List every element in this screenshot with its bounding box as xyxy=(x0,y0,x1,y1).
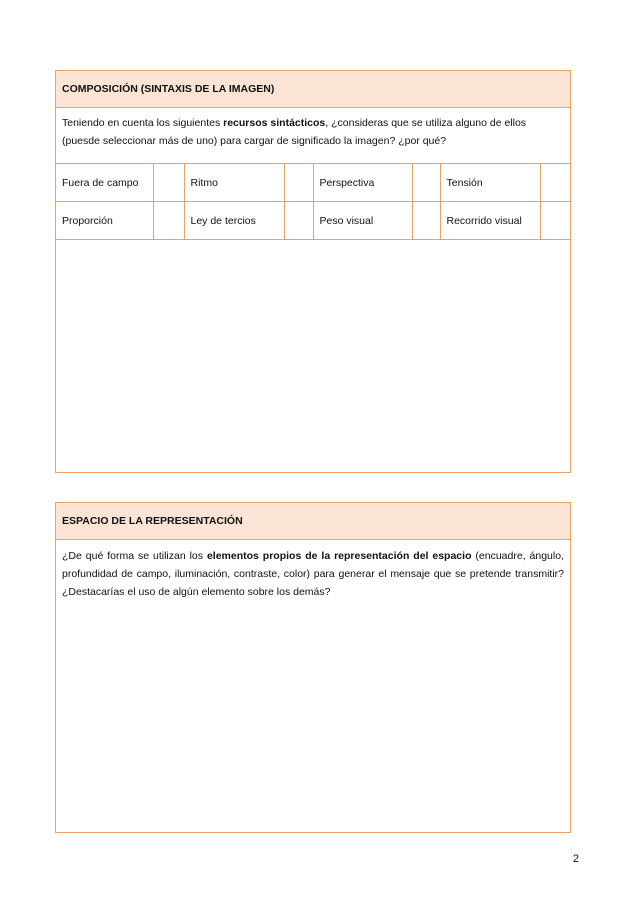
option-label: Perspectiva xyxy=(313,164,412,202)
section-title: COMPOSICIÓN (SINTAXIS DE LA IMAGEN) xyxy=(56,71,570,108)
option-label: Peso visual xyxy=(313,202,412,240)
answer-area[interactable] xyxy=(56,240,570,470)
option-label: Fuera de campo xyxy=(56,164,153,202)
option-label: Ley de tercios xyxy=(184,202,284,240)
syntax-resources-table xyxy=(56,163,570,240)
option-checkbox-cell[interactable] xyxy=(412,164,440,202)
option-checkbox-cell[interactable] xyxy=(153,164,184,202)
option-checkbox-cell[interactable] xyxy=(284,202,313,240)
option-label: Proporción xyxy=(56,202,153,240)
option-checkbox-cell[interactable] xyxy=(540,164,570,202)
option-checkbox-cell[interactable] xyxy=(153,202,184,240)
section-prompt: Teniendo en cuenta los siguientes recursos sintácticos, ¿consideras que se utiliza alguno de ellos (puesde seleccionar más de uno) para cargar de significado la imagen? ¿por qué? xyxy=(62,117,527,147)
section-prompt: ¿De qué forma se utilizan los elementos propios de la representación del espacio (encuadre, ángulo, profundidad de campo, iluminación, contraste, color) para generar el mensaje que se pretende transmitir? ¿Destacarías el uso de algún elemento sobre los demás? xyxy=(62,550,564,598)
page-number: 2 xyxy=(572,853,579,865)
section-title: ESPACIO DE LA REPRESENTACIÓN xyxy=(56,503,570,540)
representation-space-section xyxy=(55,502,571,833)
option-checkbox-cell[interactable] xyxy=(412,202,440,240)
table-row xyxy=(56,164,570,202)
answer-area[interactable] xyxy=(56,601,570,821)
table-row xyxy=(56,202,570,240)
composition-section xyxy=(55,70,571,473)
option-checkbox-cell[interactable] xyxy=(540,202,570,240)
option-label: Ritmo xyxy=(184,164,284,202)
option-checkbox-cell[interactable] xyxy=(284,164,313,202)
option-label: Recorrido visual xyxy=(440,202,540,240)
option-label: Tensión xyxy=(440,164,540,202)
